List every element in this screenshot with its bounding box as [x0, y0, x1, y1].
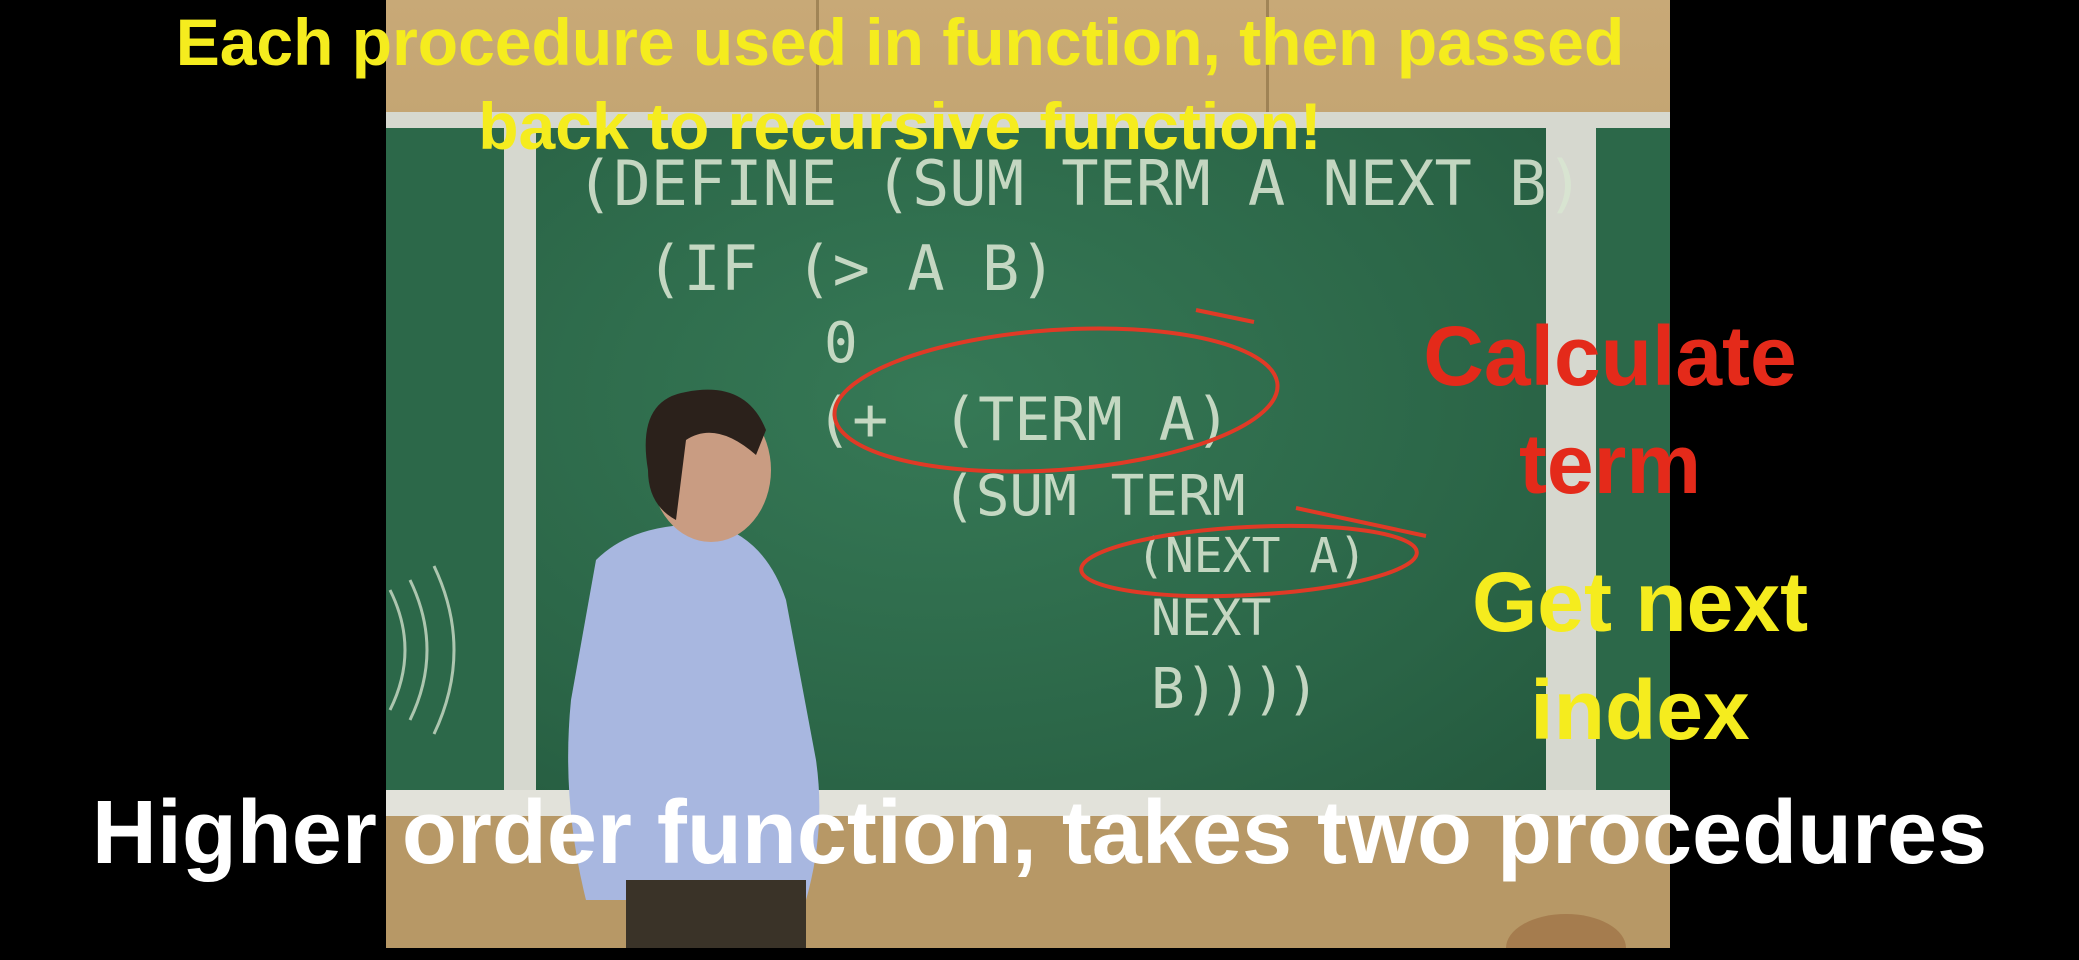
chalk-line: (IF (> A B) [646, 232, 1057, 305]
chalk-line: (SUM TERM [942, 464, 1246, 529]
chalk-line: (TERM A) [942, 385, 1231, 455]
top-caption: Each procedure used in function, then passed back to recursive function! [175, 5, 1625, 163]
audience-head [1506, 914, 1626, 948]
chalk-line: 0 [824, 311, 858, 376]
chalk-line: (DEFINE (SUM TERM A NEXT B) [576, 147, 1584, 220]
chalk-line: B)))) [1151, 657, 1320, 722]
next-index-caption: Get next index [1471, 555, 1809, 757]
chalk-line: NEXT [1151, 589, 1272, 647]
calculate-term-caption: Calculate term [1423, 309, 1797, 511]
lecturer-trousers [626, 880, 806, 948]
chalk-line: (+ [816, 385, 889, 455]
chalk-line: (NEXT A) [1136, 528, 1368, 584]
bottom-caption: Higher order function, takes two procedures [91, 783, 1988, 883]
